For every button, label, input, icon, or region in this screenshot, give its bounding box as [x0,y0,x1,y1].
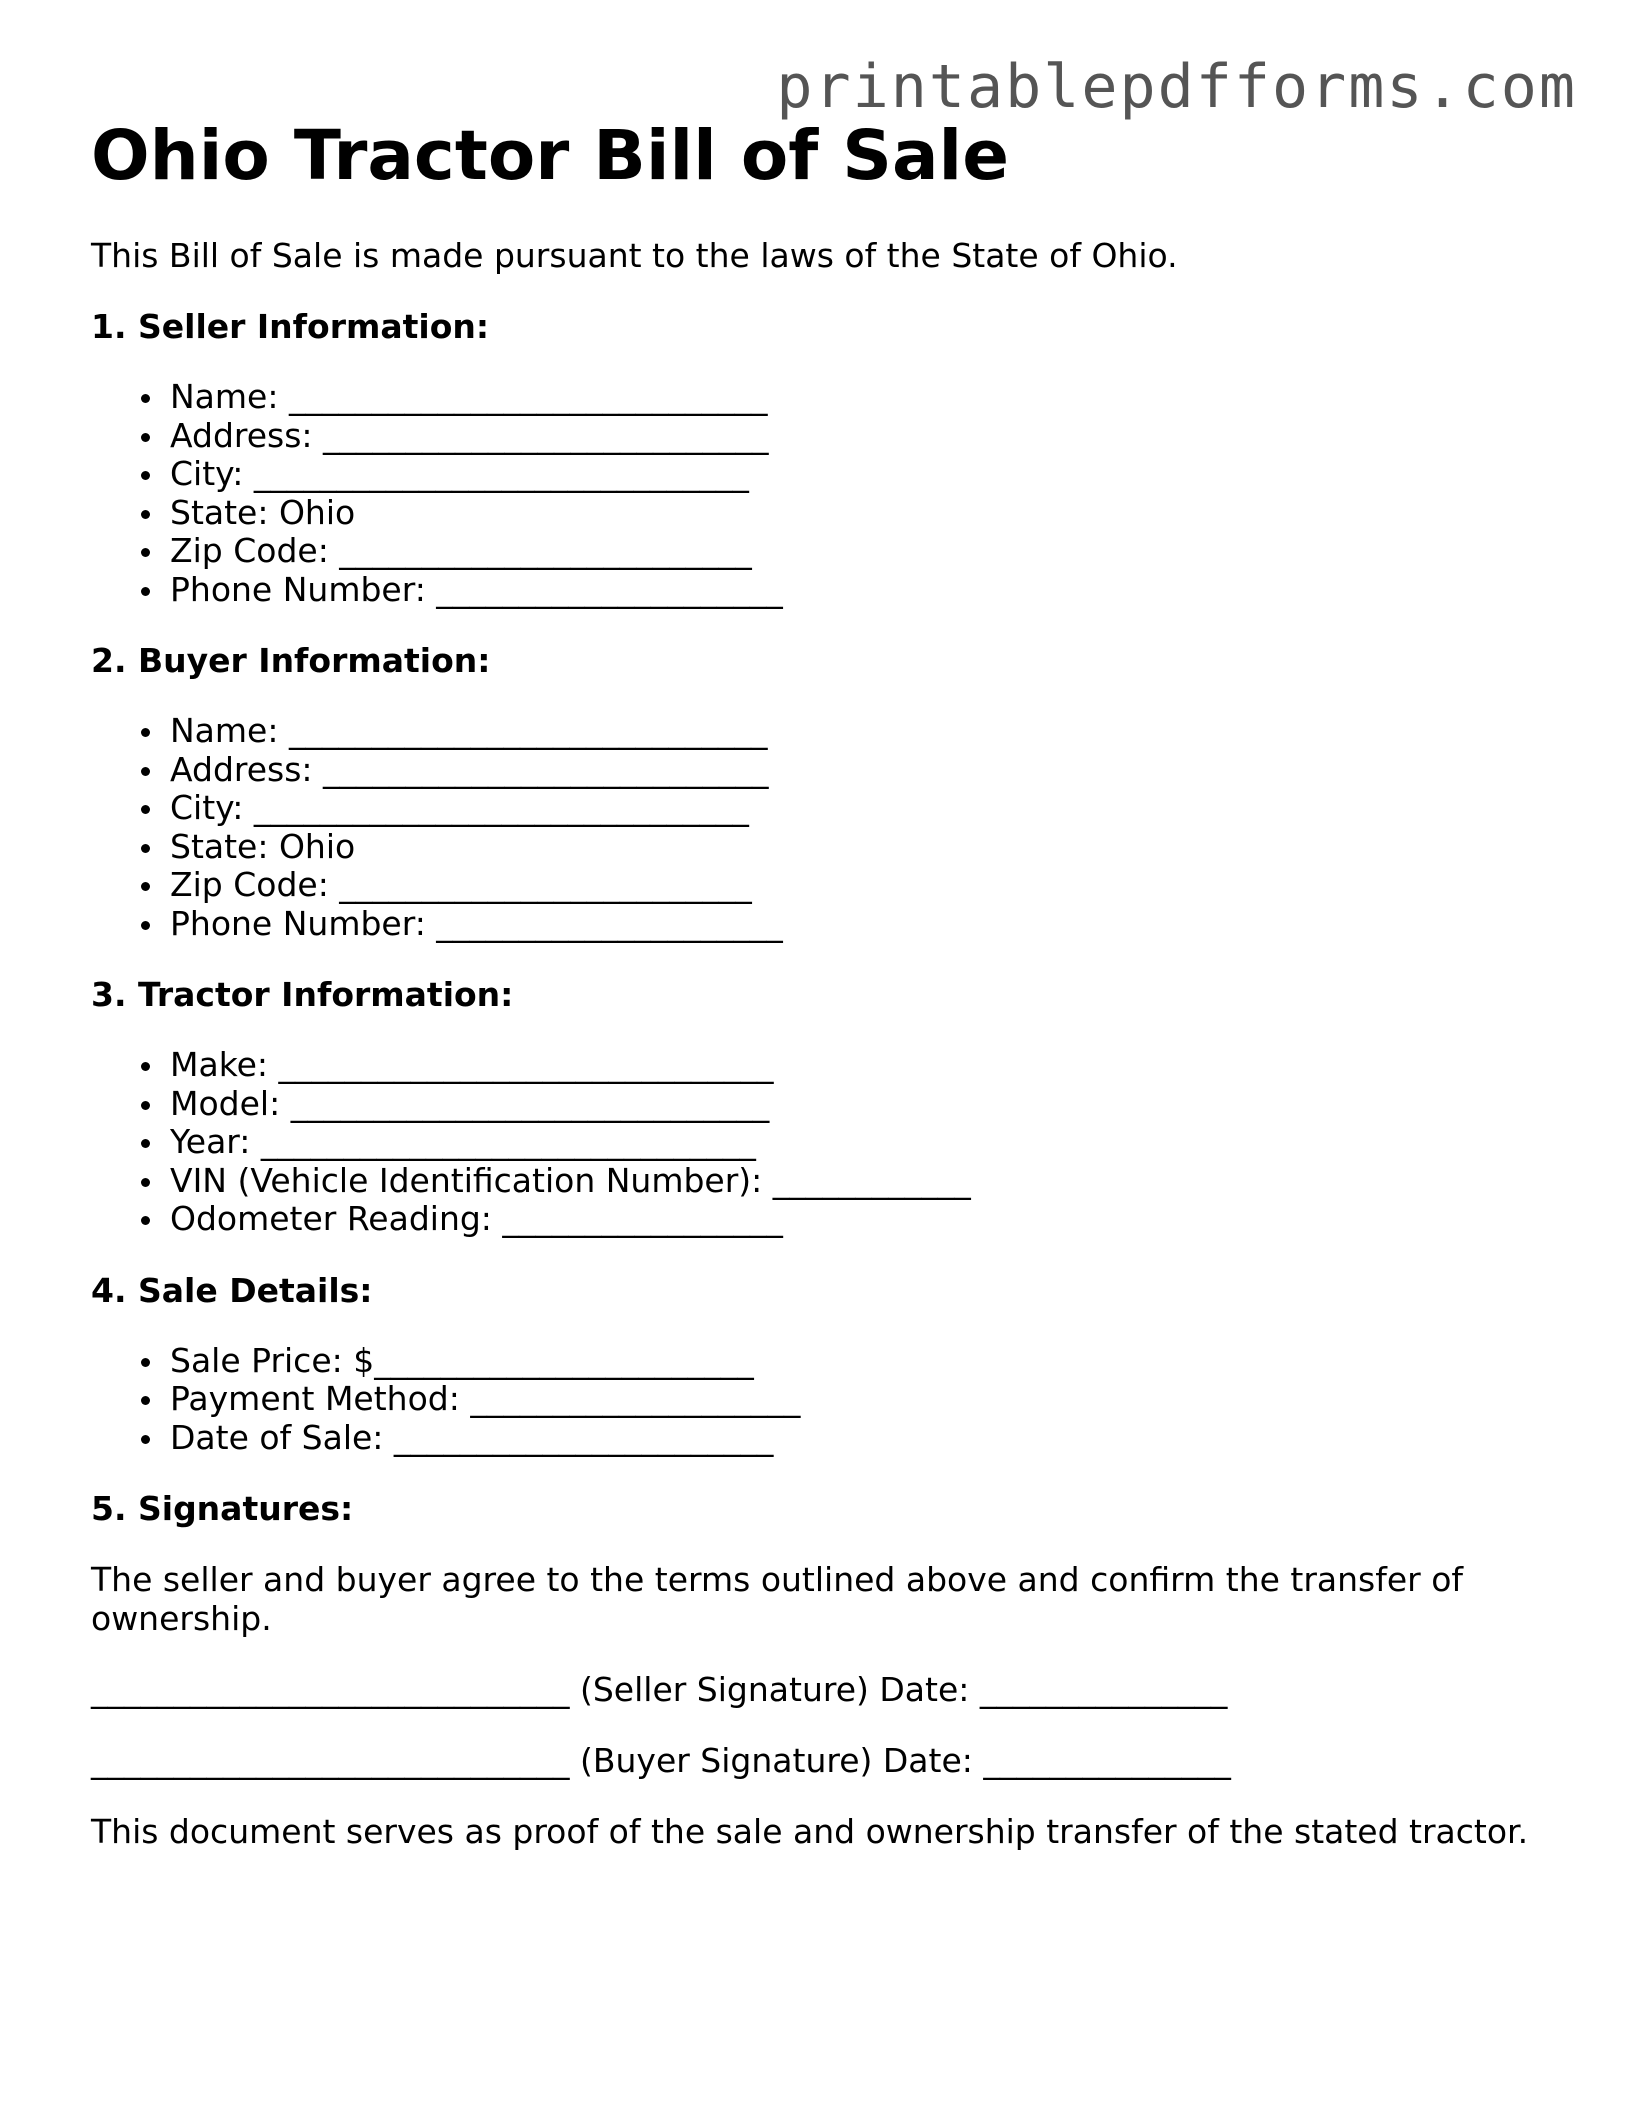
sale-price-field[interactable]: Sale Price: $_______________________ [170,1342,1571,1381]
closing-statement: This document serves as proof of the sale and ownership transfer of the stated tractor. [91,1812,1529,1851]
tractor-odometer-field[interactable]: Odometer Reading: _________________ [170,1200,1571,1239]
date-of-sale-field[interactable]: Date of Sale: _______________________ [170,1419,1571,1458]
sale-details-list [91,1342,1571,1458]
tractor-info-list [91,1046,1571,1239]
buyer-info-list [91,712,1571,943]
document-title: Ohio Tractor Bill of Sale [91,116,1009,196]
watermark: printablepdfforms.com [776,52,1577,122]
tractor-year-field[interactable]: Year: ______________________________ [170,1123,1571,1162]
document-body [91,236,1571,1851]
tractor-vin-field[interactable]: VIN (Vehicle Identification Number): ____________ [170,1162,1571,1201]
intro-text: This Bill of Sale is made pursuant to the laws of the State of Ohio. [91,236,1178,275]
seller-state-field: State: Ohio [170,494,1571,533]
seller-address-field[interactable]: Address: ___________________________ [170,417,1571,456]
payment-method-field[interactable]: Payment Method: ____________________ [170,1380,1571,1419]
seller-info-list [91,378,1571,609]
buyer-signature-line[interactable]: _____________________________ (Buyer Signature) Date: _______________ [91,1741,1231,1780]
buyer-phone-field[interactable]: Phone Number: _____________________ [170,905,1571,944]
buyer-address-field[interactable]: Address: ___________________________ [170,751,1571,790]
buyer-state-field: State: Ohio [170,828,1571,867]
seller-phone-field[interactable]: Phone Number: _____________________ [170,571,1571,610]
seller-city-field[interactable]: City: ______________________________ [170,455,1571,494]
seller-signature-line[interactable]: _____________________________ (Seller Signature) Date: _______________ [91,1670,1228,1709]
section-heading-seller: 1. Seller Information: [91,307,490,346]
section-heading-tractor: 3. Tractor Information: [91,975,514,1014]
section-heading-signatures: 5. Signatures: [91,1489,354,1528]
tractor-model-field[interactable]: Model: _____________________________ [170,1085,1571,1124]
signatures-intro: The seller and buyer agree to the terms outlined above and confirm the transfer of ownership. [91,1560,1464,1638]
section-heading-buyer: 2. Buyer Information: [91,641,491,680]
section-heading-sale: 4. Sale Details: [91,1270,373,1310]
seller-name-field[interactable]: Name: _____________________________ [170,378,1571,417]
seller-zip-field[interactable]: Zip Code: _________________________ [170,532,1571,571]
tractor-make-field[interactable]: Make: ______________________________ [170,1046,1571,1085]
buyer-city-field[interactable]: City: ______________________________ [170,789,1571,828]
buyer-zip-field[interactable]: Zip Code: _________________________ [170,866,1571,905]
buyer-name-field[interactable]: Name: _____________________________ [170,712,1571,751]
